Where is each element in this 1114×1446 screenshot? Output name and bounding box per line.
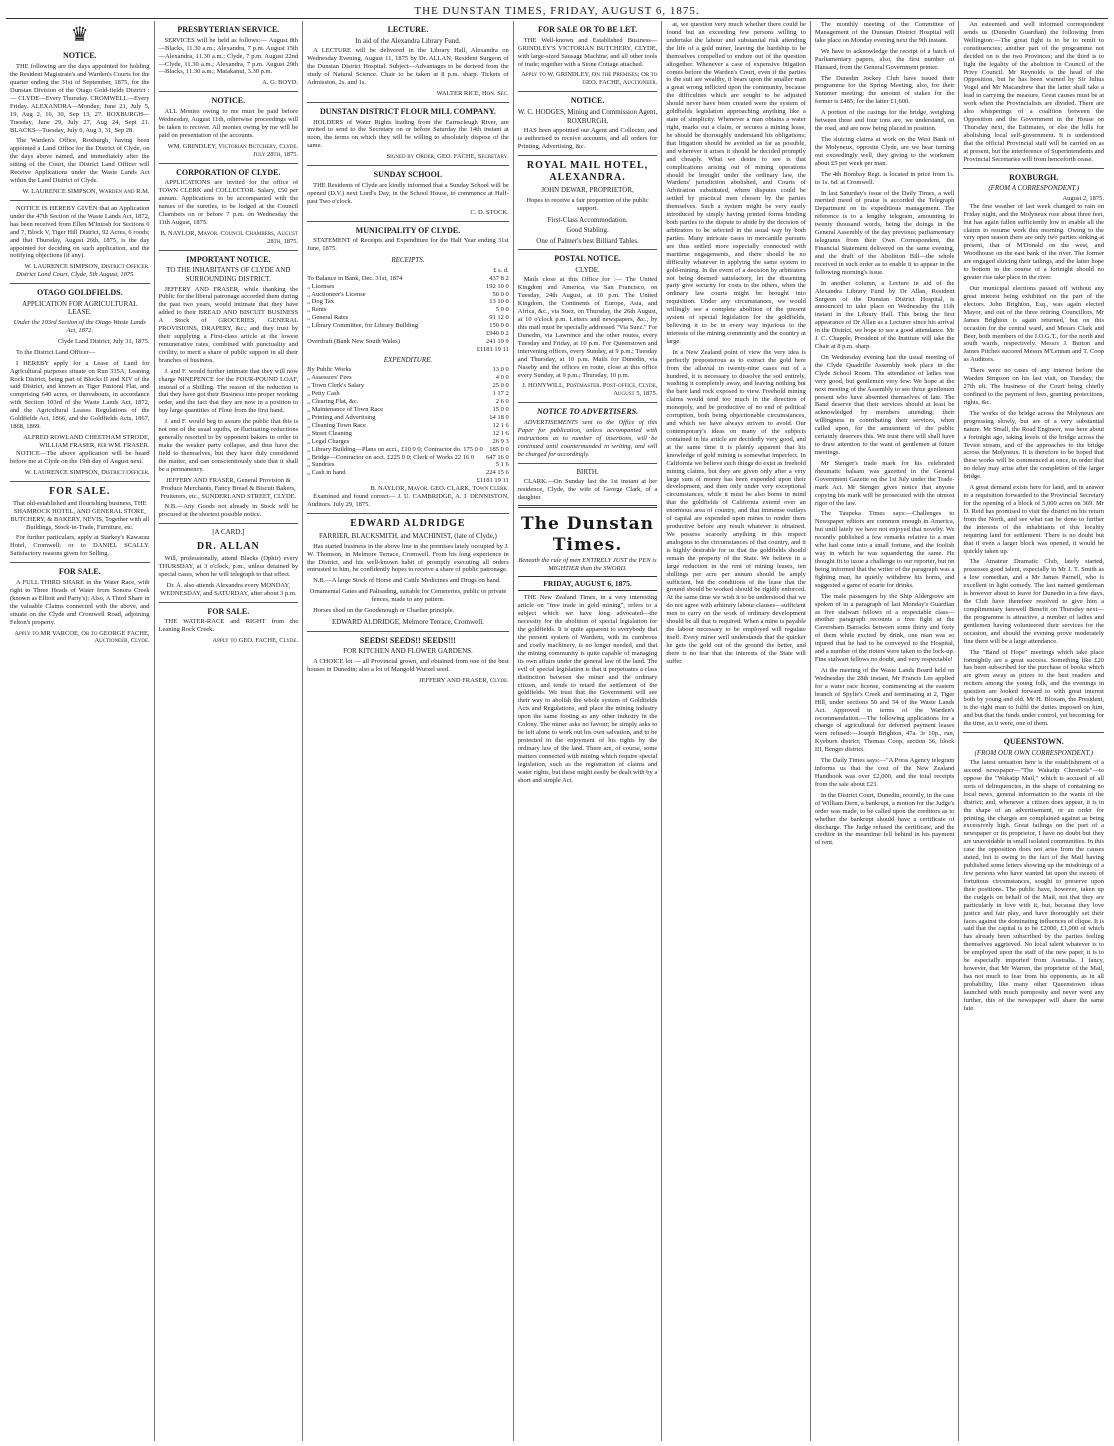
statement-row bbox=[307, 322, 509, 330]
row-label: „ General Rates bbox=[307, 314, 349, 322]
column-7 bbox=[959, 21, 1108, 1441]
signature: B. NAYLOR, Mayor. GEO. CLARK, Town Clerk. bbox=[370, 485, 509, 493]
water-share-text: A FULL THIRD SHARE in the Water Race, with right to Three Heads of Water from Sonora Creek (known as Elliott and Party's); Also, A Third Share in the valuable Claims connected with the above, and situate on the Clyde and Cromwell Road, adjoining Felton's property. bbox=[10, 578, 150, 626]
statement-row bbox=[307, 338, 509, 346]
row-label: „ Auctioneer's License bbox=[307, 290, 366, 298]
row-amount: 5 0 0 bbox=[495, 306, 509, 314]
ad-heading: NOTICE TO ADVERTISERS. bbox=[536, 407, 639, 417]
statement-row bbox=[307, 298, 509, 306]
row-amount: 5 1 6 bbox=[495, 461, 509, 469]
signature: JEFFERY AND FRASER, Clyde. bbox=[419, 676, 509, 684]
signature: Apply to MR VARCOE, Or to GEORGE FACHE, Auctioneer, Clyde. bbox=[14, 629, 150, 645]
row-amount: £1181 19 11 bbox=[476, 345, 509, 353]
signature: WM. GRINDLEY, Victorian Butchery, Clyde. July 28th, 1875. bbox=[167, 142, 299, 158]
news-item: The latest sensation here is the establishment of a second newspaper—"The Wakatip Chronicle"—to oppose the "Wakatip Mail," which is accused of all sorts of delinquencies, in the shape of containing no local news, general information to the wants of the district; and, whenever a citizen does appear, it is in the shape of an advertisement, or an order for printing, the charges are complained against as being excessively high. Great failings on the part of a newspaper or its proprietor, I have no doubt but they are unavoidable in small isolated communities. In this case the opposition does not arise from the causes stated, but is owing to the fact of the Mail having published some letters showing up the misdoings of a few persons who have wanted fat upon the sweets of fortuitous circumstances, sought to preserve upon their positions. The public have, however, taken up the cudgels on behalf of the Mail, not that they are particularly in love with it, but, because they love justice and fair play, and have thoroughly set their faces against the dominating influences of clique. It is said that the capital is to be £2000, £1,000 of which has already been subscribed by the parties feeling themselves aggrieved. No local talent whatever is to be employed upon the staff of the new paper, it is to be especially imported from Australia. I fancy, however, that Mr Warren, the proprietor of the Mail, has not much to fear from his opponents, as in all probability, like many other Queenstown ideas launched with much pomposity and never went any further, this of the newspaper will share the same fate. bbox=[963, 759, 1104, 1012]
statement-row bbox=[307, 366, 509, 374]
row-amount: 437 8 2 bbox=[489, 274, 509, 282]
ad-subheading: In aid of the Alexandra Library Fund. bbox=[355, 36, 461, 45]
statement-row bbox=[307, 422, 509, 430]
signature: J. HONYWILL, Postmaster. Post-office, Clyde, August 5, 1875. bbox=[522, 382, 658, 398]
statement-row bbox=[307, 438, 509, 446]
court-date: District Land Court, Clyde, 5th August, 1875. bbox=[16, 271, 136, 279]
statement-row bbox=[307, 374, 509, 382]
row-label: „ Cash in hand bbox=[307, 469, 346, 477]
news-item: The Daily Times says:—"A Press Agency telegram informs us that the cost of the New Zealand Handbook was over £2,000, and the total receipts from the sale about £23. bbox=[814, 757, 955, 788]
news-item: The fine weather of last week changed to rain on Friday night, and the Molyneux rose about three feet, but has again fallen sufficiently low to enable all the claims to resume work this morning. Owing to the very open season there are only two parties sinking at present, that of M'Donald on the west, and Woodhouse on the east bank of the river. The former are engaged sluicing their tailings, and the latter hope to bottom in the course of a fortnight should no greater rise take place in the river. bbox=[963, 202, 1104, 282]
statement-row bbox=[307, 291, 509, 299]
news-item: The sluicing claims at work on the West Bank of the Molyneux, opposite Clyde, are we hear turning out exceedingly well, they giving to the workmen about £5 per week per man. bbox=[814, 135, 955, 167]
row-amount: 25 0 0 bbox=[492, 382, 509, 390]
row-amount: 224 15 6 bbox=[486, 469, 509, 477]
row-label: By Public Works bbox=[307, 366, 352, 374]
ad-subheading: CLYDE. bbox=[575, 265, 600, 274]
news-item: The "Band of Hope" meetings which take place fortnightly are a great success. Something like £20 has been subscribed for the purchase of books which are given away as prizes to the best readers and reciters among the young folk, and the evenings in question are looked forward to with great interest both by young and old. Mr H. Bloxam, the President, is the right man to fulfil the duties imposed on him, and but that the funds under control, yet becoming for the time, as it were, one of them. bbox=[963, 648, 1104, 727]
news-item: The Taupeka Times says:—Challenges to Newspaper editors are common enough in America, but until lately we have not enjoyed that novelty. We recently published a few remarks relative to a man who had come into a small fortune, and the foolish way in which he was squandering the same. He thought fit to issue a challenge to our reporter, but on being informed that the writer of the paragraph was a fighting man, he quietly withdrew his horns, and suggested a game of ecarte for drinks. bbox=[814, 510, 955, 589]
hearing-notice: NOTICE—The above application will be heard before me at Clyde on the 19th day of August next. bbox=[10, 449, 150, 465]
ad-date: Clyde Land District, July 31, 1875. bbox=[57, 337, 150, 345]
leading-article-continued: at, we question very much whether there could be found but an exceeding few persons willing to undertake the labour and substantial risk attending the life of a gold miner, leaving the hardship to be themselves compelled to endure out of the question altogether. Whenever a case of expensive litigation comes before the Warden's Court, even if the parties to the suit are wealthy, it bears upon the smaller man a great wrong inflicted upon the community, because the difficulties which are sought to be adjusted should never have been created were the system of goldfields legislation approaching anything like a state of simplicity. Whenever a man obtains a water right, marks out a claim, or secures a mining lease, he should be thoroughly understand his obligations; that litigation should be avoided as far as possible, and wherever it arises it should be decided promptly and cheaply. What we desire to see is that complications arising out of mining operations should be brought under the ordinary law, the Wardens' jurisdiction abolished, and Courts of Arbitration substituted, where disputes could be settled by practical men chosen by the parties themselves. Such a system might be very easily introduced by simply having printed forms binding both parties to the dispute to abide by the decision of arbitrators to be selected in the usual way by both parties. Many intricate cases in mercantile pursuits are thus settled more especially connected with maritime engagements, and there should be no difficulty whatever in applying the same system to gold-mining. In the event of a decision by arbitrators not being deemed satisfactory, let the dissenting party give security for costs to the others, when the ordinary law courts might be brought into requisition. Under any circumstances, we would willingly see a complete abolition of the present system of special legislation for the goldfields, believing it to be in every way injurious to the interests of the mining community and the country at large. bbox=[666, 21, 806, 345]
row-amount: 91 12 0 bbox=[489, 314, 509, 322]
row-label: „ Licenses bbox=[307, 282, 335, 290]
application-notice: NOTICE IS HEREBY GIVEN that an Application under the 47th Section of the Waste Lands Act, 1872, has been received from Ellen M'Intosh for Sections 6 and 7, Block V, Tiger Hill District, 92 Acres, 6 roods; and that Thursday, August 26th, 1875, is the day appointed for deciding on such application, and the notifying objections (if any). bbox=[10, 204, 150, 260]
signature: W. LAURENCE SIMPSON, District Officer. bbox=[24, 263, 150, 271]
row-label: „ Assessors' Fees bbox=[307, 374, 352, 382]
signature: W. LAURENCE SIMPSON, District Officer. bbox=[24, 468, 150, 476]
ad-heading: DUNSTAN DISTRICT FLOUR MILL COMPANY. bbox=[319, 106, 496, 116]
news-item: The works of the bridge across the Molyneux are progressing slowly, but are of a very substantial nature. Mr Small, the Road Engineer, was here about a fortnight ago, taking levels of the bridge across the Teviot stream, and of the approaches to the bridge across the Molyneux. It is therefore to be hoped that these works will be commenced at once, in order that no delay may arise after the completion of the larger bridge. bbox=[963, 409, 1104, 481]
butchery-sale-text: THE Well-known and Established Business—GRINDLEY'S VICTORIAN BUTCHERY, CLYDE, with large-sized Sausage Machine, and all other tools of trade; together with a Stone Cottage attached. bbox=[517, 36, 658, 68]
ad-heading: EDWARD ALDRIDGE bbox=[350, 518, 466, 529]
ad-heading: FOR SALE. bbox=[207, 606, 250, 616]
row-label: „ Printing and Advertising bbox=[307, 413, 376, 421]
leading-article: THE New Zealand Times, in a very interesting article on "free trade in gold mining", refers to a subject which we have long advocated—the necessity for the abolition of special legislation for the goldfields. It is quite apparent to everybody that the present system of Wardens, with its cumbrous and costly machinery, is no longer needed, and that the mining community is quite capable of managing its own affairs under the general law of the land. The evil of special legislation is that it perpetuates a class distinction between the miner and the ordinary citizen, and tends to retard the settlement of the goldfields. We trust that the Government will see their way to abolish the whole system of Goldfields Acts and Regulations, and place the mining industry upon the same footing as any other industry in the Colony. The miner asks no favour; he simply asks to be left alone to work out his own salvation, and to be protected in the enjoyment of his rights by the ordinary law of the land. There are, of course, some matters connected with mining which require special legislation, such as the registration of claims and water rights, but these might easily be dealt with by a short and simple Act. bbox=[517, 594, 658, 784]
row-label: „ Cleaning Town Race bbox=[307, 421, 366, 429]
news-item: The monthly meeting of the Committee of Management of the Dunstan District Hospital will take place on Monday evening next the 9th instant. bbox=[814, 21, 955, 44]
row-amount: 241 19 9 bbox=[486, 338, 509, 346]
masthead: THE DUNSTAN TIMES, FRIDAY, AUGUST 6, 1875. bbox=[6, 4, 1108, 19]
signature: EDWARD ALDRIDGE, Melmore Terrace, Cromwell. bbox=[331, 618, 484, 627]
bakery-notice-3: J. and F. would beg to assure the public that this is not one of the usual squibs, or fluctuating reductions generally resorted to by opponent bakers in order to make the weaker party collapse, and thus have the field to themselves, but they have duly considered the matter, and can conscientiously state that it shall be a permanency. bbox=[158, 418, 299, 473]
statement-row bbox=[307, 398, 509, 406]
ad-heading: FOR SALE OR TO BE LET. bbox=[537, 25, 638, 34]
row-label: „ Rents bbox=[307, 306, 327, 314]
statement-row bbox=[307, 382, 509, 390]
row-label: „ Library Building—Plans on acct., £10 0 0; Contractor do. 175 0 0 bbox=[307, 445, 483, 453]
ad-heading: SEEDS! SEEDS!! SEEDS!!! bbox=[359, 635, 456, 645]
water-race-text: THE WATER-RACE and RIGHT from the Leaning Rock Creek. bbox=[158, 618, 299, 634]
ad-heading: IMPORTANT NOTICE. bbox=[186, 254, 271, 264]
section-heading: QUEENSTOWN. bbox=[1003, 736, 1064, 746]
row-label: „ Bridge—Contractor on acct. £225 0 0; Clerk of Works 22 16 0 bbox=[307, 453, 475, 461]
correspondent-line: (FROM OUR OWN CORRESPONDENT.) bbox=[974, 748, 1093, 757]
card-label: [A CARD.] bbox=[212, 528, 245, 537]
news-item: In last Saturday's issue of the Daily Times, a well merited meed of praise is accorded the Telegraph Department on its expeditious management. The reference is to a lengthy telegram, amounting to twenty thousand words, being the doings in the General Assembly of the day previous; parliamentary telegrams from their Own Correspondent, the Financial Statement delivered on the same evening, and the draft of the Abolition Bill—the whole received in such order as to enable it to appear in the following morning's issue. bbox=[814, 189, 955, 276]
ad-heading: FOR SALE. bbox=[58, 567, 101, 577]
statement-row bbox=[307, 469, 509, 477]
ad-subheading: FARRIER, BLACKSMITH, and MACHINIST, (late of Clyde,) bbox=[319, 532, 497, 541]
ad-heading: SUNDAY SCHOOL bbox=[373, 170, 443, 180]
statement-row bbox=[307, 477, 509, 485]
farrier-gates: Ornamental Gates and Palisading, suitable for Cemeteries, public or private fences, made to any pattern. bbox=[309, 588, 507, 604]
statement-row bbox=[307, 275, 509, 283]
lecture-text: A LECTURE will be delivered in the Library Hall, Alexandra on Wednesday Evening, August 11, 1875 by Dr. ALLAN, Resident Surgeon of the Dunstan District Hospital. Subject—Advantages to be derived from the study of Natural Science. Chair to be taken at 8 p.m. sharp. Tickets of Admission, 2s. and 1s. bbox=[307, 47, 509, 86]
ad-subheading: TO THE INHABITANTS OF CLYDE AND SURROUNDING DISTRICT. bbox=[166, 266, 291, 283]
royal-crest-icon: ♛ bbox=[70, 24, 89, 46]
row-label: „ Street Cleaning bbox=[307, 429, 352, 437]
report-date: August 2, 1875. bbox=[1062, 194, 1104, 202]
column-1 bbox=[6, 21, 155, 1441]
seeds-text: A CHOICE lot — all Provincial grown, and obtained from one of the best houses in Dunedin; also a lot of Mangold Wurzel seed. bbox=[307, 657, 509, 673]
row-amount: £1181 19 11 bbox=[476, 477, 509, 485]
hotel-sale-contact: For further particulars, apply at Starkey's Kawarau Hotel, Cromwell; or to DANIEL SCALLY. Satisfactory reasons given for Selling. bbox=[10, 534, 150, 558]
statement-row bbox=[307, 446, 509, 454]
agent-name: W. C. HODGES, Mining and Commission Agent, ROXBURGH, bbox=[517, 108, 658, 125]
ad-heading: NOTICE. bbox=[211, 96, 246, 106]
statement-row bbox=[307, 454, 509, 462]
ad-heading: MUNICIPALITY OF CLYDE. bbox=[355, 225, 461, 235]
signature: W. LAURENCE SIMPSON, Warden and R.M. bbox=[22, 187, 150, 195]
leading-article-part-2: In a New Zealand point of view the very idea is perfectly preposterous as to extract the gold here from the alluvial in twenty-nine cases out of a hundred, it is necessary to dissolve the soil entirely, washing it completely away, and leaving nothing but the bare land rock exposed to view. Freehold mining claims would tend too much in the direction of monopoly, and be productive of no end of political corruption, both being objectionable circumstances, and which we have always striven to avoid. Our contemporary's ideas on many of the subjects contained in his article are decidedly very good, and at the same time it is plainly apparent that his knowledge of gold mining is somewhat imperfect. In California we believe such things do exist as freehold mining claims, but they are given only after a very large sum of money has been expended upon their development, and then only under very exceptional circumstances, while it must be also borne in mind that the goldfields of California extend over an enormous area of country, and that immense outlays of capital are expended upon mines to render them productive before any result whatever is obtained. We possess scarcely anything in this respect analogous to the circumstances of that country, and it is highly desirable for us that the goldfields should remain the property of the State. We believe in a large reduction in the rent of mining leases, ten shillings per acre per annum should be amply sufficient, but the conditions of the lease that the ground should be worked should be rigidly enforced. At the same time we wish it to be understood that we do not agree with arbitrary labour clauses—sufficient men to carry on the work of ordinary development should be all that is required. When a mine is payable the labour necessary to be employed will regulate itself. Every miner well understands that the quicker he gets the gold out of the ground the better, and there is no fear that the interests of the State will suffer. bbox=[666, 348, 806, 665]
currency-columns: £ s. d. bbox=[493, 266, 509, 274]
sunday-school-notice: THE Residents of Clyde are kindly informed that a Sunday School will be opened (D.V.) next Lord's Day, in the School House, to commence at Half-past Two o'clock. bbox=[307, 181, 509, 205]
row-amount: 2 6 0 bbox=[495, 398, 509, 406]
ad-heading: CORPORATION OF CLYDE. bbox=[176, 167, 281, 177]
mill-notice: HOLDERS of Water Rights leading from the Earnscleugh River, are invited to send to the Secretary on or before Saturday the 14th instant at noon, the terms on which they will be willing to absolutely dispose of the same. bbox=[307, 118, 509, 150]
statement-row bbox=[307, 414, 509, 422]
ad-heading: DR. ALLAN bbox=[196, 540, 260, 552]
row-label: „ Maintenance of Town Race bbox=[307, 406, 384, 414]
birth-heading: BIRTH. bbox=[576, 467, 599, 476]
doctor-notice: Will, professionally, attend Blacks (Ophir) every THURSDAY, at 3 o'clock, p.m., unless detained by special cases, when he will telegraph to that effect. bbox=[158, 555, 299, 578]
news-item: An esteemed and well informed correspondent sends us (Dunedin Guardian) the following from Wellington:—The great fight is to be to remit to constituencies; another part of the programme not decided on is the two Provinces; and the third is to fight the legality of the abolition in Council of the Privy Council. Mr Reynolds is the head of the Opposition, but he has been warned by Sir Julius Vogel and Mr Macandrew that the latter shall take a lead in carrying the measure. Great causes must be at work when the Provincialists are divided. There are also whisperings of a coalition between the Opposition and the Government in the House on Thursday next, the Estimates, or else the bills for abolishing local self-government. It is understood that the official Provincial staff will be carried on as at present, but the interference of Superintendents and Provincial Secretaries will from henceforth cease. bbox=[963, 21, 1104, 163]
farrier-nb: N.B.—A large Stock of Horse and Cattle Medicines and Drugs on hand. bbox=[313, 577, 501, 585]
news-item: A portion of the casings for the bridge, weighing between three and four tons are, we understand, on the road, and are now being placed in position. bbox=[814, 109, 955, 133]
statement-row bbox=[307, 330, 509, 338]
ad-heading: APPLICATION FOR AGRICULTURAL LEASE. bbox=[21, 299, 138, 317]
news-item: At the meeting of the Waste Lands Board held on Wednesday the 28th instant, Mr Francis Lee applied for a water race license, commencing at the eastern branch of Spylie's Creek and terminating at 2, Tiger Hill, under sections 50 and 54 of the Waste Lands Act. Approved in terms of the Warden's recommendation.—The following applications for a change of agricultural for deferred payment leases were refused:—Joseph Brighton, 47a. 3r 10p., run, Kyeburn district; Thomas Coop, section 36, block III, Benger district. bbox=[814, 666, 955, 754]
agent-notice: HAS been appointed our Agent and Collector, and is authorised to receive accounts, and all orders for Printing, Advertising, &c. bbox=[517, 127, 658, 150]
signature: Apply to GEO. FACHE, Clyde. bbox=[212, 637, 299, 645]
hotel-sale-text: That old-established and flourishing business, THE SHAMROCK HOTEL, AND GENERAL STORE, BUTCHERY, & BAKERY, NEVIS, Together with all Buildings, Stock-in-Trade, Furniture, etc. bbox=[10, 499, 150, 531]
statement-row bbox=[307, 461, 509, 469]
column-2 bbox=[155, 21, 304, 1441]
signature: WALTER RICE, Hon. Sec. bbox=[436, 89, 509, 97]
signature: Apply to W. GRINDLEY, On the Premises; Or to GEO. FACHE, Auctioneer. bbox=[521, 71, 658, 87]
statement-row bbox=[307, 430, 509, 438]
farrier-text: Has started business in the above line in the premises lately occupied by J. W. Thomson, in Melmore Terrace, Cromwell. From his long experience in the District, and his well-known habit of promptly executing all orders entrusted to him, he confidently hopes to receive a share of public patronage. bbox=[307, 542, 509, 574]
expenditure-table bbox=[307, 366, 509, 485]
ad-subheading: FOR KITCHEN AND FLOWER GARDENS. bbox=[343, 647, 473, 656]
row-label: To Balance in Bank, Dec. 31st, 1874 bbox=[307, 274, 403, 282]
row-amount: 12 1 6 bbox=[492, 421, 509, 429]
birth-notice: CLARK.—On Sunday last the 1st instant at her residence, Clyde, the wife of George Clark, of a daughter. bbox=[517, 478, 658, 502]
statement-row bbox=[307, 406, 509, 414]
news-item: The 4th Bombay Regt. is located in price from 1s. to 1s. 6d. at Cromwell. bbox=[814, 170, 955, 186]
row-label: „ Sundries bbox=[307, 461, 335, 469]
ad-heading: NOTICE. bbox=[570, 96, 605, 106]
row-amount: 13 0 0 bbox=[492, 366, 509, 374]
row-amount: 15 0 0 bbox=[492, 406, 509, 414]
news-item: In another column, a Lecture in aid of the Alexandra Library Fund by Dr Allan, Resident Surgeon of the Dunstan District Hospital, is announced to take place on Wednesday the 11th instant in the Library Hall. This being the first appearance of Dr Allan as a Lecturer since his arrival in the District, we hope to see a good attendance. Mr J. C. Chapple, President of the Institute will take the Chair at 8 p.m. sharp. bbox=[814, 279, 955, 351]
statement-intro: STATEMENT of Receipts and Expenditure for the Half Year ending 31st June, 1875. bbox=[307, 237, 509, 253]
mail-times: Mails close at this Office for :— The United Kingdom and America, via San Francisco, on Tuesday, 24th August, at 10 p.m. The United Kingdom, the Continents of Europe, Asia, and Africa, &c., via Suez, on Thursday, the 26th August, at 10 o'clock p.m. Letters and newspapers, &c., by this mail must be specially addressed "Via Suez." For Dunedin, via Lawrence and the other routes, every Tuesday and Friday, at 10 p.m. For Queenstown and intervening offices, every Sunday, at 9 p.m.; Tuesday and Thursday, at 10 p.m. Mails for Dunedin, via Naseby and the offices en route, close at this office every Sunday, at 9 p.m.; Thursday, 10 p.m. bbox=[517, 276, 658, 379]
ad-subheading: Under the 103rd Section of the Otago Waste Lands Act, 1872. bbox=[13, 319, 146, 334]
news-item: The male passengers by the Ship Aldergrove are spoken of in a paragraph of last Monday's Guardian as five stalwart fellows of a respectable class—another paragraph recounts a free fight at the Caversham Barracks between some thirty and forty of them while excited by drink, one man was so injured that he had to be conveyed to the Hospital, and a number of the rioters were taken to the lock-up. Fine stalwart fellows no doubt, and very respectable! bbox=[814, 592, 955, 664]
row-label: „ Town Clerk's Salary bbox=[307, 382, 365, 390]
service-times: SERVICES will be held as follows:— August 8th—Blacks, 11.30 a.m.; Alexandra, 7 p.m. August 15th—Alexandra, 11.30 a.m.; Clyde, 7 p.m. August 22nd—Clyde, 11.30 a.m.; Alexandra, 7 p.m. August 29th—Blacks, 11.30 a.m.; Matakanui, 3.30 p.m. bbox=[158, 36, 299, 76]
signature: C. D. STOCK. bbox=[470, 208, 509, 216]
row-amount: 150 0 0 bbox=[489, 322, 509, 330]
row-amount: 50 0 0 bbox=[492, 290, 509, 298]
hotel-proprietor: JOHN DEWAR, PROPRIETOR, bbox=[541, 186, 634, 195]
paper-motto: Beneath the rule of men ENTIRELY JUST the PEN is MIGHTIER than the SWORD. bbox=[518, 557, 657, 573]
ad-heading: LECTURE. bbox=[387, 25, 429, 34]
section-heading: ROXBURGH. bbox=[1009, 172, 1059, 182]
column-5 bbox=[662, 21, 811, 1441]
statement-row bbox=[307, 306, 509, 314]
ad-heading: POSTAL NOTICE. bbox=[554, 254, 621, 264]
column-3 bbox=[303, 21, 514, 1441]
wardens-office-notice: The Warden's Office, Roxburgh, having been appointed a Land Office for the District of Clyde, on the days above named, and immediately after the sitting of the Court, the District Land Officer will Receive Applications under the Waste Lands Act within the Land District of Clyde. bbox=[10, 137, 150, 185]
news-item: The Amateur Dramatic Club, lately started, possesses good talent, especially in Mr J. T. Smith as a low comedian, and a Mr James Parnell, who is excellent in light comedy. The last named gentleman is however about to leave for Dunedin in a few days, the Club have therefore resolved to give him a complimentary farewell Benefit on Thursday next—the programme is attractive, a number of ladies and gentlemen having volunteered their services for the occasion, and should the evening prove moderately fine there will be a large attendance. bbox=[963, 558, 1104, 645]
farrier-horses: Horses shod on the Goodenough or Charlier principle. bbox=[313, 607, 455, 615]
paper-title: The Dunstan Times. bbox=[521, 513, 655, 555]
expenditure-heading: EXPENDITURE. bbox=[383, 355, 433, 364]
row-label: „ Clearing Flat, &c. bbox=[307, 398, 359, 406]
bakery-notice: JEFFERY AND FRASER, while thanking the Public for the liberal patronage accorded them during the past two years, would intimate that they have added to their BREAD AND BISCUIT BUSINESS A Stock of GROCERIES, GENERAL PROVISIONS, DRAPERY, &c.; and they trust by their supplying a First-class article at the lowest remunerative rates, combined with punctuality and civility, to merit a share of public support in all their branches of business. bbox=[158, 285, 299, 364]
court-days-notice: THE following are the days appointed for holding the Resident Magistrate's and Warden's Courts for the quarter ending the 31st of September, 1875, for the Dunstan Division of the Otago Gold-fields District :— CLYDE—Every Thursday. CROMWELL—Every Friday. ALEXANDRA—Monday, June 21, July 5, 19, Aug 2, 16, 30, Sep 13, 27. ROXBURGH—Tuesday, June 29, July 27, Aug 24, Sept 21. BLACKS—Tuesday, July 6, Aug 3, 31, Sep 28. bbox=[10, 63, 150, 134]
hotel-feature: Good Stabling. bbox=[566, 226, 609, 235]
row-amount: 1 17 2 bbox=[492, 390, 509, 398]
signature: A. G. BOYD. bbox=[262, 79, 299, 87]
signature: Signed by Order, GEO. FACHE, Secretary. bbox=[386, 153, 509, 161]
lease-application-text: I HEREBY apply for a Lease of Land for Agricultural purposes situate on Run 335A, Leaning Rock District, being part of Blocks II and XIV of the said District, and known as Tiger Pastoral Flat, and comprising 640 acres, or thereabouts, in accordance with Section 103rd of the Waste Lands Act, 1872, and the Agricultural Leases Regulations of the Goldfields Act, 1866, and the Goldfields Acts, 1867, 1868, 1869. bbox=[10, 359, 150, 431]
hotel-text: Hopes to receive a fair proportion of the public support. bbox=[526, 196, 649, 212]
row-label: „ Petty Cash bbox=[307, 390, 340, 398]
column-6 bbox=[811, 21, 960, 1441]
section-heading: OTAGO GOLDFIELDS. bbox=[36, 288, 123, 298]
correspondent-line: (FROM A CORRESPONDENT.) bbox=[988, 184, 1080, 193]
row-label: Overdraft (Bank New South Wales) bbox=[307, 338, 400, 346]
news-item: The Dunedin Jockey Club have issued their programme for the Spring Meeting, also, for their Summer meeting; the amount of stakes for the former is £485; for the latter £1,600. bbox=[814, 74, 955, 106]
news-item: On Wednesday evening last the usual meeting of the Clyde Quadrille Assembly took place in the Clyde School Room. The attendance of ladies was very good, but gentlemen very few. We hope at the next meeting of the Assembly to see those gentlemen present who have absented themselves of late. The Band deserve that their services should at least be acknowledged by members attending; their willingness in contributing their services, when called upon, for the amusement of the public certainly deserves this. We trust there will shall have to draw attention to the want of gentlemen at future meetings. bbox=[814, 353, 955, 457]
news-item: Mr Stenger's trade mark for his celebrated rheumatic balsam was gazetted in the General Government Gazette on the 1st July under the Trade-mark Act. Mr Stenger gives notice that anyone copying his mark will be prosecuted with the utmost rigor of the law. bbox=[814, 459, 955, 507]
row-amount: 4 0 0 bbox=[495, 374, 509, 382]
signature: B. NAYLOR, Mayor. Council Chambers, August 28th, 1875. bbox=[160, 229, 299, 245]
hotel-feature: One of Palmer's best Billiard Tables. bbox=[536, 236, 639, 245]
row-amount: 185 0 0 bbox=[489, 445, 509, 453]
row-amount: 12 1 6 bbox=[492, 429, 509, 437]
statement-row bbox=[307, 390, 509, 398]
issue-date: FRIDAY, AUGUST 6, 1875. bbox=[518, 576, 658, 591]
column-4 bbox=[514, 21, 663, 1441]
ad-heading: PRESBYTERIAN SERVICE. bbox=[177, 25, 280, 34]
row-amount: 14 18 0 bbox=[489, 413, 509, 421]
bakery-notice-2: J. and F. would further intimate that they will now charge NINEPENCE for the FOUR-POUND LOAF, instead of a Shilling. The reason of the reduction is that they have got their Business into proper working order, and the fact that they are now in a position to buy large quantities of Flour from the first hand. bbox=[158, 367, 299, 415]
news-item: In the District Court, Dunedin, recently, in the case of William Dern, a bankrupt, a motion for the Judge's order was made, to be called upon the creditors as to whether the bankrupt should have a certificate of discharge. The Judge refused the certificate, and the creditor in the meantime fell behind in his payment of rent. bbox=[814, 791, 955, 847]
ad-addressee: To the District Land Officer— bbox=[16, 348, 96, 356]
statement-row bbox=[307, 314, 509, 322]
news-item: A great demand exists here for land, and in answer to a requisition forwarded to the Provincial Secretary for the opening of a block of 5,000 acres on 369. Mr D. Reid has promised to visit the district on his return from the North, and see what can be done to further the interests of the inhabitants of this locality requiring land for settlement. There is no doubt but that if even a larger block was opened, it would be quickly taken up. bbox=[963, 484, 1104, 555]
statement-row bbox=[307, 346, 509, 354]
town-clerk-notice: APPLICATIONS are invited for the office of TOWN CLERK and COLLECTOR. Salary, £50 per annum. Applications to be accompanied with the names of the sureties, to be lodged at the Council Chambers on or before 7 p.m. on Wednesday the 11th August, 1875. bbox=[158, 179, 299, 226]
news-item: Our municipal elections passed off without any great interest being exhibited on the part of the electors. John Brighton, Esq., was again elected Mayor, and out of the three retiring Councillors, Mr James Brighton is again returned, but on this occasion for the central ward, and Messrs Clark and Beer, both members of the I.O.G.T., for the north and south wards, respectively. Messrs J. Burton and James Pitches succeed Messrs M'Lennan and T. Coop as Auditors. bbox=[963, 285, 1104, 364]
news-item: There were no cases of any interest before the Warden Simpson on his last visit, on Tuesday, the 27th ult. The business of the Court being chiefly confined to the payment of fees, granting protections, rights, &c. bbox=[963, 367, 1104, 406]
ad-heading: ROYAL MAIL HOTEL, ALEXANDRA. bbox=[526, 159, 649, 184]
receipts-heading: RECEIPTS. bbox=[391, 256, 425, 265]
row-amount: 647 16 0 bbox=[486, 453, 509, 461]
bakery-signature: JEFFERY AND FRASER, General Provision & Produce Merchants, Fancy Bread & Biscuit Bakers, Fruiterers, etc., SUNDERLAND STREET, CLYDE. bbox=[160, 476, 297, 500]
advertisers-notice: ADVERTISEMENTS sent to the Office of this Paper for publication, unless accompanied with instructions as to number of insertions, will be continued until countermanded in writing, and will be charged for accordingly. bbox=[517, 419, 658, 458]
row-label: „ Library Committee, for Library Building bbox=[307, 322, 418, 330]
row-amount: £940 0 2 bbox=[486, 330, 509, 338]
ad-heading: FOR SALE. bbox=[49, 485, 111, 497]
row-amount: 192 10 0 bbox=[486, 282, 509, 290]
statement-row bbox=[307, 283, 509, 291]
doctor-notice-2: Dr. A. also attends Alexandra every MONDAY, WEDNESDAY, and SATURDAY, after about 3 p.m. bbox=[160, 581, 297, 597]
row-label: „ Dog Tax bbox=[307, 298, 334, 306]
news-item: We have to acknowledge the receipt of a batch of Parliamentary papers, also, the first number of Hansard, from the General Government printer. bbox=[814, 47, 955, 71]
notice-heading: NOTICE. bbox=[62, 51, 97, 61]
receipts-table bbox=[307, 275, 509, 354]
row-amount: 13 10 0 bbox=[489, 298, 509, 306]
row-label: „ Legal Charges bbox=[307, 437, 350, 445]
hotel-feature: First-Class Accommodation. bbox=[547, 215, 628, 224]
signature: ALFRED ROWLAND CHEETHAM STRODE, WILLIAM FRASER, per WM. FRASER. bbox=[23, 433, 150, 449]
row-amount: 26 9 3 bbox=[492, 437, 509, 445]
bakery-nb: N.B.—Any Goods not already in Stock will be procured at the shortest possible notice. bbox=[158, 503, 299, 519]
auditors: Examined and found correct— J. U. CAMBRIDGE, A. J. DENNISTON, Auditors. July 29, 1875. bbox=[307, 493, 509, 509]
monies-notice: ALL Monies owing to me must be paid before Wednesday, August 11th, otherwise proceedings will be taken to recover. All monies owing by me will be paid on presentation of the accounts. bbox=[158, 108, 299, 139]
